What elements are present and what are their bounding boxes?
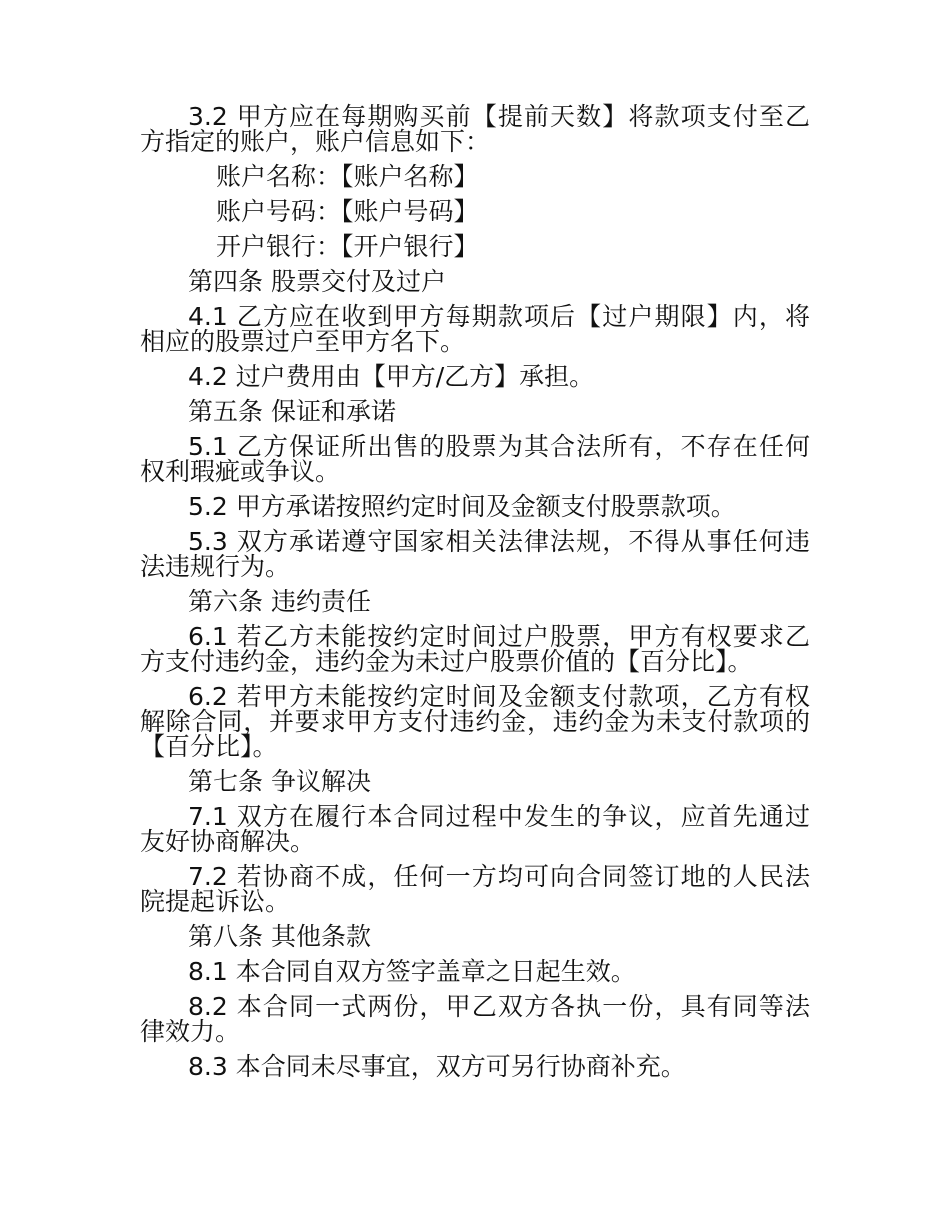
article-7-heading: 第七条 争议解决 [188,767,371,796]
clause-8-3: 8.3 本合同未尽事宜，双方可另行协商补充。 [188,1052,686,1081]
article-4-heading: 第四条 股票交付及过户 [188,267,446,296]
clause-6-1: 6.1 若乙方未能按约定时间过户股票，甲方有权要求乙方支付违约金，违约金为未过户股票价值的【百分比】。 [140,622,810,676]
clause-5-3: 5.3 双方承诺遵守国家相关法律法规，不得从事任何违法违规行为。 [140,527,810,581]
clause-5-1: 5.1 乙方保证所出售的股票为其合法所有，不存在任何权利瑕疵或争议。 [140,432,810,486]
clause-3-2: 3.2 甲方应在每期购买前【提前天数】将款项支付至乙方指定的账户，账户信息如下： [140,102,810,156]
clause-4-1: 4.1 乙方应在收到甲方每期款项后【过户期限】内，将相应的股票过户至甲方名下。 [140,302,810,356]
article-6-heading: 第六条 违约责任 [188,587,371,616]
clause-8-1: 8.1 本合同自双方签字盖章之日起生效。 [188,957,636,986]
account-number-line: 账户号码：【账户号码】 [216,197,479,226]
clause-8-2: 8.2 本合同一式两份，甲乙双方各执一份，具有同等法律效力。 [140,992,810,1046]
clause-5-2: 5.2 甲方承诺按照约定时间及金额支付股票款项。 [188,492,736,521]
document-page [140,104,810,1089]
bank-line: 开户银行：【开户银行】 [216,232,479,261]
account-name-line: 账户名称：【账户名称】 [216,162,479,191]
article-5-heading: 第五条 保证和承诺 [188,397,396,426]
article-8-heading: 第八条 其他条款 [188,922,371,951]
clause-4-2: 4.2 过户费用由【甲方/乙方】承担。 [188,362,595,391]
clause-7-2: 7.2 若协商不成，任何一方均可向合同签订地的人民法院提起诉讼。 [140,862,810,916]
clause-6-2: 6.2 若甲方未能按约定时间及金额支付款项，乙方有权解除合同，并要求甲方支付违约金，违约金为未支付款项的【百分比】。 [140,682,810,761]
clause-7-1: 7.1 双方在履行本合同过程中发生的争议，应首先通过友好协商解决。 [140,802,810,856]
